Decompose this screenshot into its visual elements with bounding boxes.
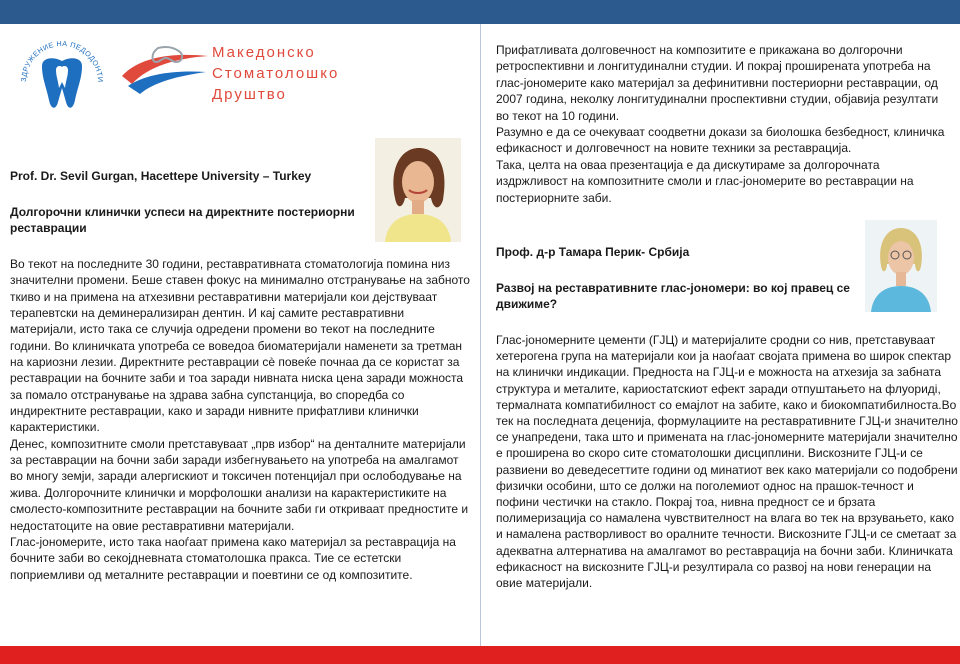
paragraph: Разумно е да се очекуваат соодветни докази за биолошка безбедност, клиничка ефикасност и долговечност на новите техники за реставрација. bbox=[496, 125, 945, 156]
left-body-text bbox=[10, 256, 472, 583]
society-name-line: Македонско bbox=[212, 44, 316, 61]
lecture-title: Долгорочни клинички успеси на директните постериорни реставрации bbox=[10, 205, 355, 235]
paragraph: Денес, композитните смоли претставуваат „прв избор“ на денталните материјали за реставрации на бочни заби заради избегнувањето на употреба на амалгамот во многу земји, заради алергискиот и токсичен потенцијал при ослободување на жива. Долгорочните клинички и морфолошки анализи на карактеристиките на смолесто-композитните реставрации на бочните заби ги откриваат предностите и недостатоците на овие реставративни материјали. bbox=[10, 436, 469, 533]
speaker-name: Проф. д-р Тамара Перик- Србија bbox=[496, 245, 690, 259]
bottom-bar bbox=[0, 646, 960, 664]
association-ring-text: ЗДРУЖЕНИЕ НА ПЕДОДОНТИ bbox=[18, 38, 106, 83]
speaker-photo bbox=[375, 138, 461, 242]
right-body-text bbox=[496, 332, 958, 591]
society-name-line: Друштво bbox=[212, 86, 287, 103]
association-logo bbox=[12, 30, 112, 130]
lecture-title: Развој на реставративните глас-јономери: во кој правец се движиме? bbox=[496, 281, 850, 311]
society-name-line: Стоматолошко bbox=[212, 65, 340, 82]
right-top-text bbox=[496, 42, 948, 206]
column-divider bbox=[480, 24, 481, 646]
paragraph: Глас-јономерите, исто така наоѓаат примена како материјал за реставрација на бочните заби во секојдневната стоматолошка пракса. Тие се естетски поприемливи од металните реставрации и поевтини се од композитите. bbox=[10, 534, 456, 582]
speaker-photo bbox=[865, 220, 937, 312]
society-logo bbox=[118, 44, 213, 102]
society-name bbox=[212, 42, 339, 105]
paragraph: Прифатливата долговечност на композитите е прикажана во долгорочни ретроспективни и лонгитудинални студии. И покрај проширената употреба на глас-јономерите како материјал за дефинитивни постериорни реставрации, од 2007 година, неколку лонгитудинални проспективни студии, објавија резултати во текот на 10 години. bbox=[496, 43, 939, 123]
top-bar bbox=[0, 0, 960, 24]
paragraph: Во текот на последните 30 години, реставративната стоматологија помина низ значителни промени. Беше ставен фокус на минимално отстранување на забното ткиво и на примена на атхезивни реставративни материјали кои дејствуваат терапевтски на деминерализиран дентин. И кај самите реставративни материјали, исто така се случија одредени промени во текот на последните години. Во клиничката употреба се воведоа биоматеријали наменети за третман на кариозни лезии. Директните реставрации сè повеќе почнаа да се користат за реставрации на бочните заби и тоа заради нивната ниска цена заради можноста за помало отстранување на здрава забна супстанција, во споредба со индиректните реставрации, како и заради нивните прифатливи клинички карактеристики. bbox=[10, 257, 470, 435]
paragraph: Глас-јономерните цементи (ГЈЦ) и материјалите сродни со нив, претставуваат хетерогена група на материјали кои ја наоѓаат својата примена во широк спектар на клинички индикации. Предноста на ГЈЦ-и е можноста на атхезија за забната структура и металите, кариостатскиот ефект заради отпуштањето на флуоридi, термалната компатибилност со емајлот на забите, како и биокомпатибилноста.Во тек на последната деценија, формулациите на реставративните ГЈЦ-и значително се унапредени, така што и примената на глас-јономерните материјали значително е проширена во скоро сите стоматолошки дисциплини. Вискозните ГЈЦ-и се развиени во деведесеттите години од минатиот век како материјали со подобрени физички особини, што се должи на поголемиот однос на прашок-течност и пофини честички на стакло. Покрај тоа, нивна предност се и брзата полимеризација со намалена чувствителност на влага во тек на врзувањето, како и намалена растворливост во оралните течности. Вискозните ГЈЦ-и се сметаат за адекватна алтернатива на амалгамот во реставрација на бочни заби. Клиничката ефикасност на вискозните ГЈЦ-и резултирала со развој на нови генерации на овие материјали. bbox=[496, 333, 958, 591]
paragraph: Така, целта на оваа презентација е да дискутираме за долгорочната издржливост на композитните смоли и глас-јономерите во реставрации на постериорните заби. bbox=[496, 157, 914, 205]
speaker-name: Prof. Dr. Sevil Gurgan, Hacettepe University – Turkey bbox=[10, 169, 312, 183]
